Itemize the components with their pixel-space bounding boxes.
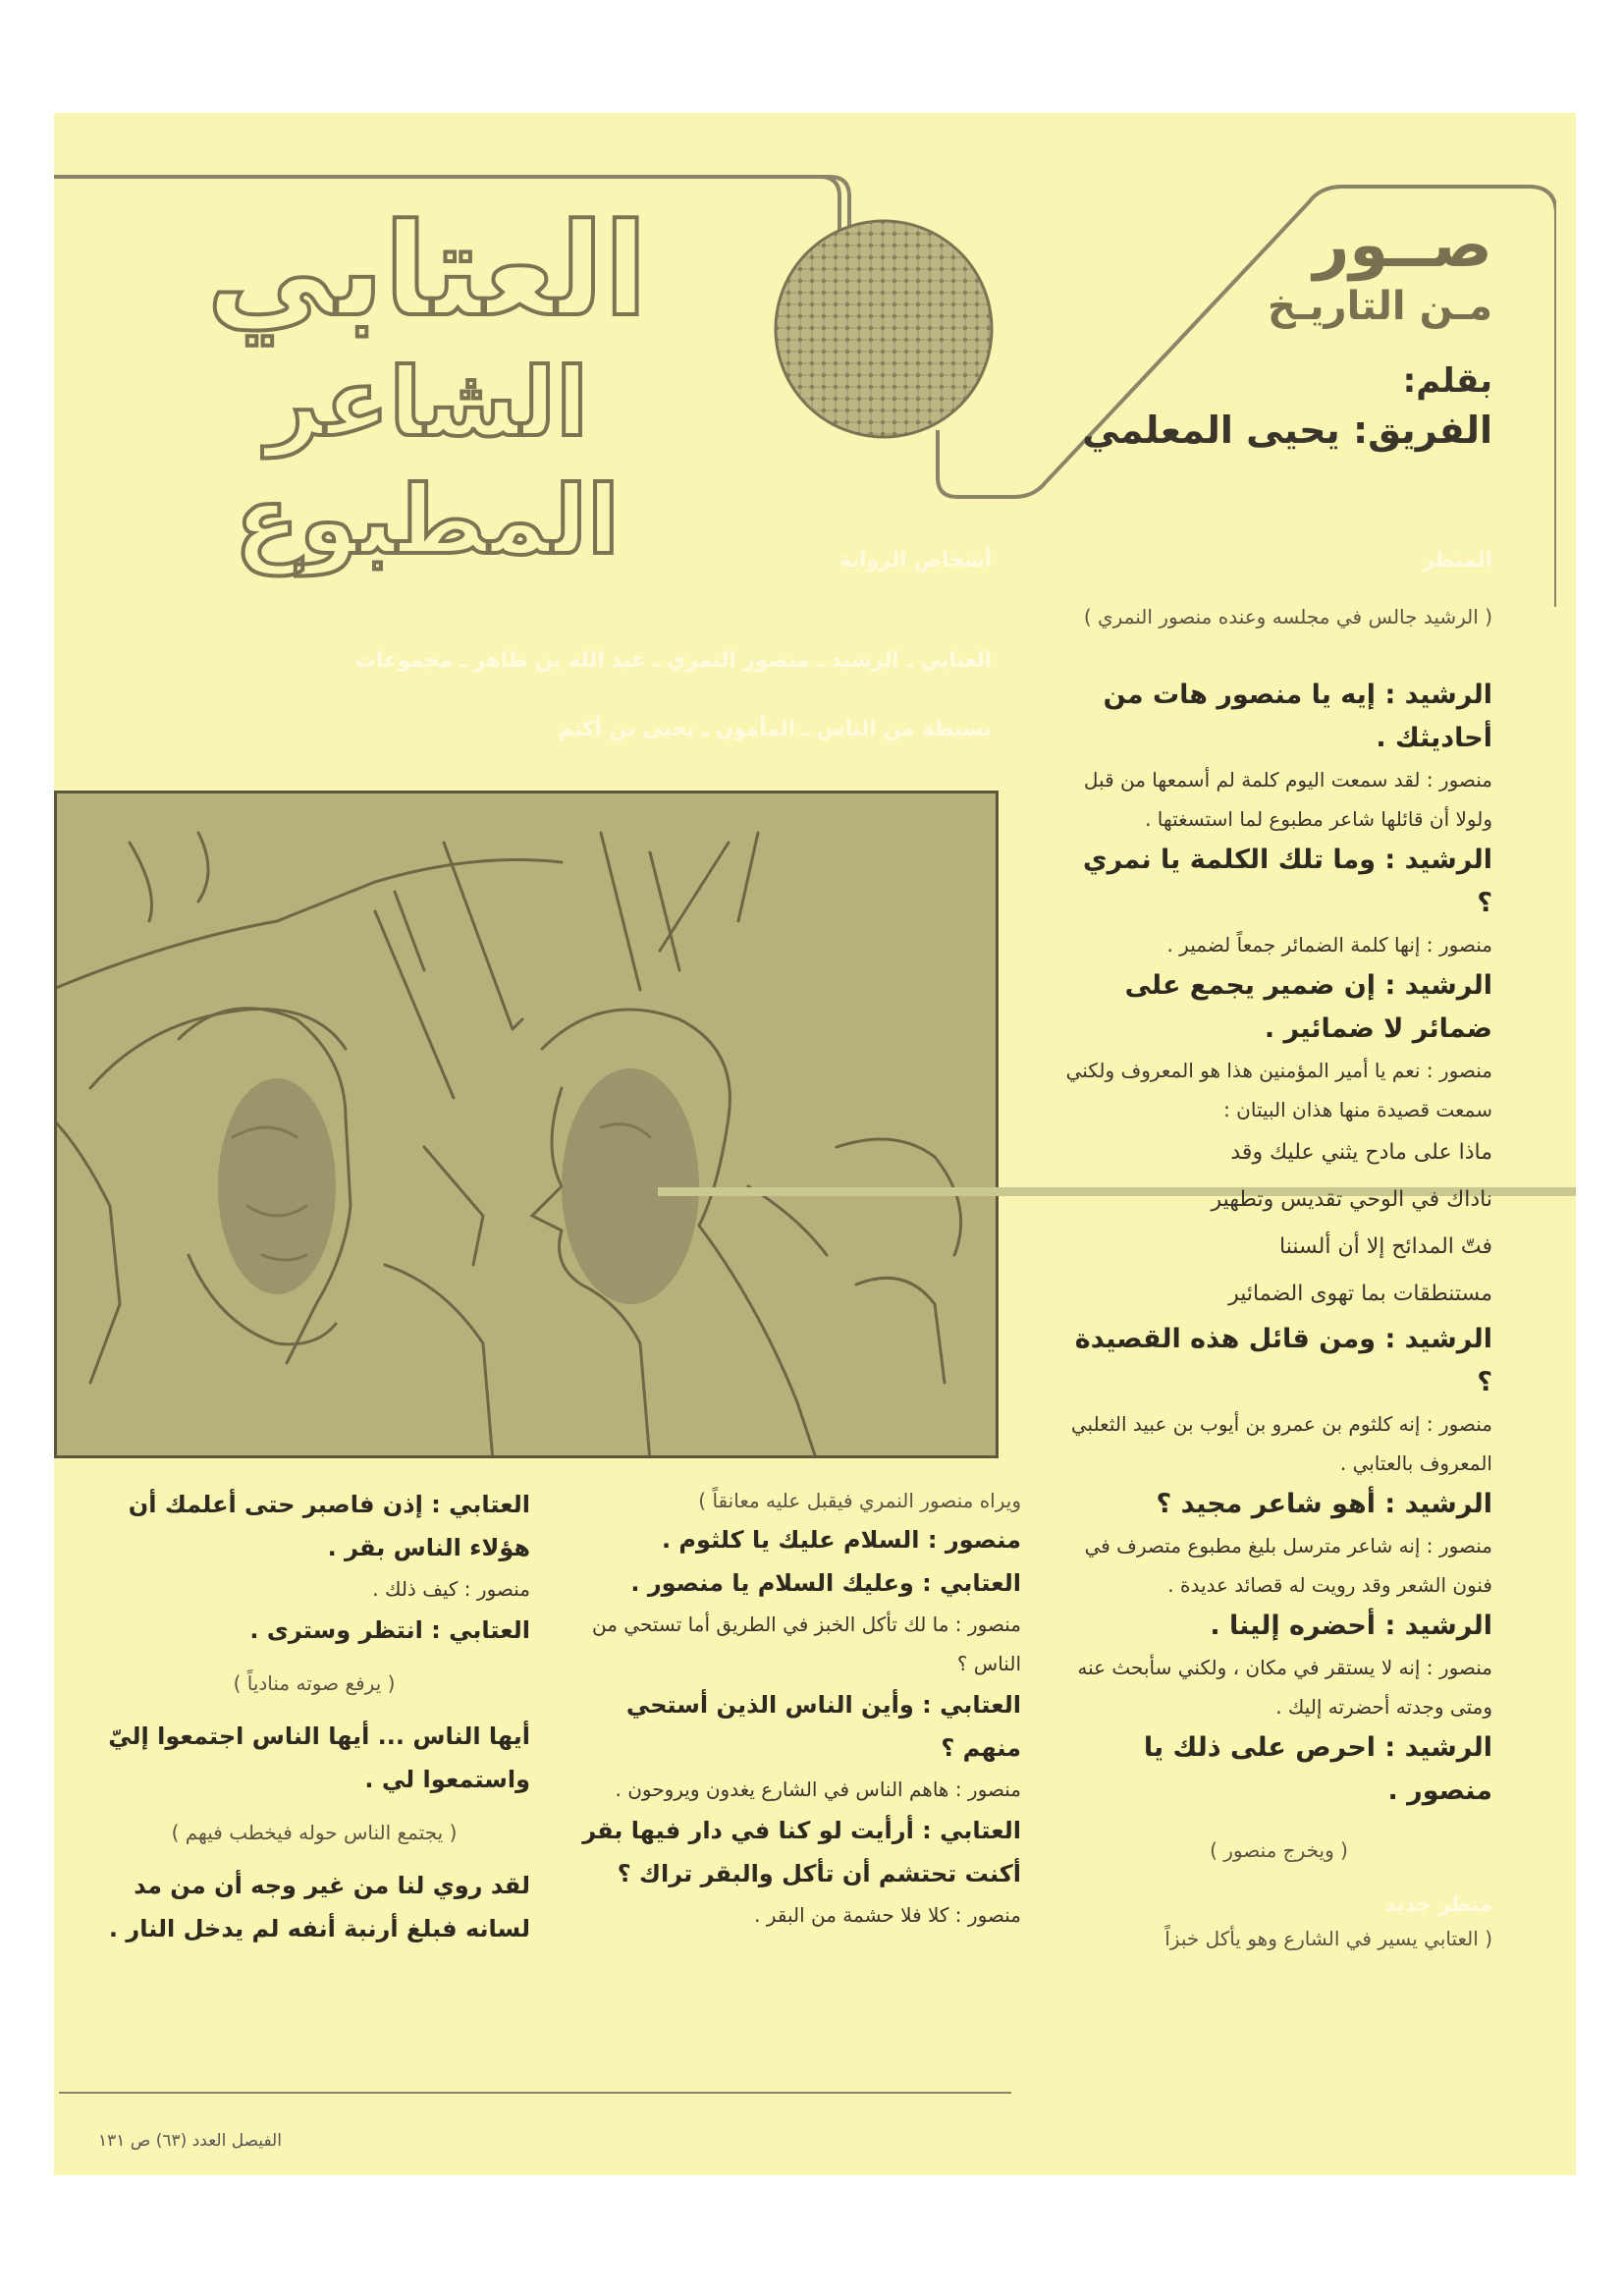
middle-column: [579, 1483, 1021, 1935]
dialogue-line: العتابي : إذن فاصبر حتى أعلمك أن هؤلاء الناس بقر .: [128, 1491, 530, 1561]
byline-author: الفريق: يحيى المعلمي: [1082, 409, 1492, 452]
left-column: [98, 1483, 530, 1950]
dialogue-line: منصور : إنه شاعر مترسل بليغ مطبوع متصرف في فنون الشعر وقد رويت له قصائد عديدة .: [1084, 1534, 1492, 1597]
persons-line1: العتابي ـ الرشيد ـ منصور النمري ـ عبد الله بن طاهر ـ مجموعات: [354, 648, 992, 672]
stage-direction: ( ويخرج منصور ): [1210, 1838, 1348, 1862]
verse-line: مستنطقات بما تهوى الضمائير: [1228, 1282, 1492, 1306]
dialogue-line: منصور : كلا فلا حشمة من البقر .: [754, 1903, 1021, 1927]
main-title: [93, 196, 761, 579]
section-title-line2: مـن التاريـخ: [1268, 284, 1492, 329]
scene-label: المنظر: [1422, 548, 1492, 572]
verse-line: ناداك في الوحي تقديس وتطهير: [1211, 1187, 1492, 1212]
verse-line: فتّ المدائح إلا أن ألسننا: [1279, 1234, 1492, 1259]
section-title-line1: صــور: [1313, 209, 1492, 282]
dialogue-line: الرشيد : أحضره إلينا .: [1210, 1611, 1492, 1641]
main-title-line1: العتابي: [206, 195, 648, 345]
stage-direction: ويراه منصور النمري فيقبل عليه معانقاً ): [698, 1489, 1021, 1512]
dialogue-line: منصور : السلام عليك يا كلثوم .: [661, 1526, 1021, 1554]
stage-direction: ( العتابي يسير في الشارع وهو يأكل خبزاً: [1164, 1927, 1492, 1950]
dialogue-line: العتابي : أرأيت لو كنا في دار فيها بقر أكنت تحتشم أن تأكل والبقر تراك ؟: [582, 1817, 1021, 1887]
stage-direction: ( يرفع صوته منادياً ): [233, 1671, 396, 1695]
dialogue-line: الرشيد : أهو شاعر مجيد ؟: [1156, 1489, 1492, 1519]
dialogue-line: الرشيد : إيه يا منصور هات من أحاديثك .: [1103, 680, 1492, 753]
dialogue-line: الرشيد : وما تلك الكلمة يا نمري ؟: [1082, 845, 1492, 918]
persons-label: أشخاص الرواية: [839, 548, 992, 572]
stage-direction: ( الرشيد جالس في مجلسه وعنده منصور النمري ): [1083, 605, 1492, 629]
byline-label: بقلم:: [1402, 361, 1492, 401]
verse-line: ماذا على مادح يثني عليك وقد: [1230, 1140, 1492, 1165]
main-title-line2: الشاعر المطبوع: [235, 348, 620, 575]
decorative-lattice-circle: [771, 216, 997, 442]
right-column: [1065, 599, 1492, 1956]
dialogue-line: منصور : إنه كلثوم بن عمرو بن أيوب بن عبيد الثعلبي المعروف بالعتابي .: [1070, 1412, 1492, 1475]
dialogue-line: منصور : كيف ذلك .: [372, 1577, 530, 1601]
illustration-drawing: [54, 793, 996, 1458]
page-footer: الفيصل العدد (٦٣) ص ١٣١: [98, 2131, 282, 2151]
dialogue-line: العتابي : انتظر وسترى .: [249, 1616, 530, 1644]
stage-direction: ( يجتمع الناس حوله فيخطب فيهم ): [171, 1821, 458, 1844]
dialogue-line: أيها الناس ... أيها الناس اجتمعوا إليّ واستمعوا لي .: [108, 1722, 530, 1793]
dialogue-line: منصور : نعم يا أمير المؤمنين هذا هو المعروف ولكني سمعت قصيدة منها هذان البيتان :: [1065, 1059, 1492, 1121]
dialogue-line: العتابي : وعليك السلام يا منصور .: [630, 1569, 1021, 1597]
footer-rule: [59, 2092, 1011, 2094]
dialogue-line: منصور : لقد سمعت اليوم كلمة لم أسمعها من قبل ولولا أن قائلها شاعر مطبوع لما استسغتها .: [1083, 768, 1492, 831]
dialogue-line: منصور : ما لك تأكل الخبز في الطريق أما تستحي من الناس ؟: [591, 1613, 1021, 1675]
illustration: [54, 791, 999, 1458]
dialogue-line: لقد روي لنا من غير وجه أن من مد لسانه فبلغ أرنبة أنفه لم يدخل النار .: [108, 1872, 530, 1942]
dialogue-line: الرشيد : احرص على ذلك يا منصور .: [1143, 1732, 1492, 1806]
persons-line2: بسيطة من الناس ـ المأمون ـ يحيى بن أكثم: [558, 717, 992, 740]
scene2-label: منظر جديد: [1384, 1892, 1492, 1916]
dialogue-line: العتابي : وأين الناس الذين أستحي منهم ؟: [625, 1691, 1021, 1762]
dialogue-line: منصور : هاهم الناس في الشارع يغدون ويروحون .: [615, 1777, 1021, 1801]
dialogue-line: منصور : إنها كلمة الضمائر جمعاً لضمير .: [1166, 933, 1492, 957]
section-title: [1129, 211, 1492, 333]
byline: [1080, 358, 1492, 457]
dialogue-line: الرشيد : إن ضمير يجمع على ضمائر لا ضمائير .: [1124, 970, 1492, 1044]
dialogue-line: منصور : إنه لا يستقر في مكان ، ولكني سأبحث عنه ومتى وجدته أحضرته إليك .: [1077, 1656, 1492, 1719]
dialogue-line: الرشيد : ومن قائل هذه القصيدة ؟: [1074, 1324, 1492, 1397]
